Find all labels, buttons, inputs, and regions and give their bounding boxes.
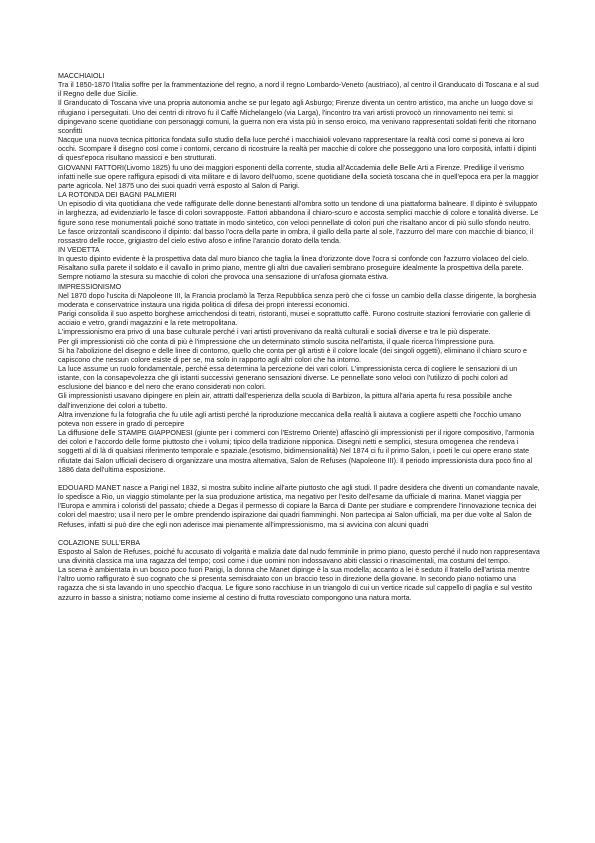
paragraph-spacer bbox=[58, 530, 540, 539]
paragraph: LA ROTONDA DEI BAGNI PALMIERI bbox=[58, 191, 177, 200]
paragraph: Altra invenzione fu la fotografia che fu utile agli artisti perché la riproduzione meccanica della realtà li aiutava a cogliere aspetti che l'occhio umano poteva non essere in grado di percepire bbox=[58, 410, 521, 428]
paragraph: Per gli impressionisti ciò che conta di più è l'impressione che un determinato stimolo suscita nell'artista, il quale ricerca l'impressione pura. bbox=[58, 337, 495, 346]
paragraph: GIOVANNI FATTORI(Livorno 1825) fu uno dei maggiori esponenti della corrente, studia all'Accademia delle Belle Arti a Firenze. Predilige il verismo infatti nelle sue opere raffigura episodi di vita militare e di lavoro dell'uomo, scene quotidiane della società toscana che in quell'epoca era per la maggior parte agricola. Nel 1875 uno dei suoi quadri verrà esposto al Salon di Parigi. bbox=[58, 163, 539, 190]
paragraph: La scena è ambientata in un bosco poco fuori Parigi, la donna che Manet dipinge è la sua modella; accanto a lei è seduto il fratello dell'artista mentre l'altro uomo raffigurato è suo cognato che si presenta semisdraiato con un braccio teso in direzione della giovane. In secondo piano notiamo una ragazza che si sta lavando in uno specchio d'acqua. Le figure sono racchiuse in un triangolo di cui un vertice ricade sul cappello di paglia e sul vestito azzurro in basso a sinistra; notiamo come insieme al cestino di frutta rovesciato compongono una natura morta. bbox=[58, 566, 533, 602]
paragraph: Il Granducato di Toscana vive una propria autonomia anche se pur legato agli Asburgo; Firenze diventa un centro artistico, ma anche un luogo dove si rifugiano i perseguitati. Uno dei centri di ritrovo fu il Caffè Michelangelo (via Larga), l'incontro tra vari artisti provocò un rinnovamento nei temi: si dipingevano scene quotidiane con personaggi comuni, la guerra non era vista più in senso eroico, ma venivano rappresentati soldati feriti che ritornano sconfitti bbox=[58, 99, 537, 135]
paragraph: Parigi consolida il suo aspetto borghese arricchendosi di teatri, ristoranti, musei e soprattutto caffè. Furono costruite stazioni ferroviarie con gallerie di acciaio e vetro, grandi magazzini e la rete metropolitana. bbox=[58, 310, 531, 328]
paragraph: Tra il 1850-1870 l'Italia soffre per la frammentazione del regno, a nord il regno Lombardo-Veneto (austriaco), al centro il Granducato di Toscana e al sud il Regno delle due Sicilie. bbox=[58, 81, 539, 99]
paragraph: In questo dipinto evidente è la prospettiva data dal muro bianco che taglia la linea d'orizzonte dove l'ocra si confonde con l'azzurro violaceo del cielo. Risaltano sulla parete il soldato e il cavallo in primo piano, mentre gli altri due cavalieri sembrano proseguire idealmente la prospettiva della parete. Sempre notiamo la stesura su macchie di colori che provoca una sensazione di un'afosa giornata estiva. bbox=[58, 255, 529, 282]
paragraph: IN VEDETTA bbox=[58, 245, 100, 254]
paragraph: La diffusione delle STAMPE GIAPPONESI (giunte per i commerci con l'Estremo Oriente) affascinò gli impressionisti per il rigore compositivo, l'armonia dei colori e l'accordo delle forme piuttosto che i volumi; tipico della tradizione nipponica. Disegni netti e semplici, stesura omogenea che rendeva i soggetti al di là di qualsiasi riferimento temporale e spaziale.(esotismo, bidimensionalità) Nel 1874 ci fu il primo Salon, i poeti le cui opere erano state rifiutate dai Salon ufficiali decisero di organizzare una mostra alternativa, Salon de Refuses (Napoleone III). Il periodo impressionista dura poco fino al 1886 data dell'ultima esposizione. bbox=[58, 429, 535, 474]
paragraph: Gli impressionisti usavano dipingere en plein air, attratti dall'esperienza della scuola di Barbizon, la pittura all'aria aperta fu resa possibile anche dall'invenzione dei colori a tubetto. bbox=[58, 392, 512, 410]
paragraph: La luce assume un ruolo fondamentale, perché essa determina la percezione dei vari colori. L'impressionista cerca di cogliere le sensazioni di un istante, con la consapevolezza che gli istanti successivi generano sensazioni diverse. Le pennellate sono veloci con l'utilizzo di pochi colori ad esclusione del bianco e del nero che erano considerati non colori. bbox=[58, 365, 518, 392]
paragraph: Un episodio di vita quotidiana che vede raffigurate delle donne benestanti all'ombra sotto un tendone di una piattaforma balneare. Il dipinto è sviluppato in larghezza, ad evidenziarlo le fasce di colori sovrapposte. Fattori abbandona il chiaro-scuro e accosta semplici macchie di colore e tonalità diverse. Le figure sono rese monumentali poiché sono trattate in modo sintetico, con veloci pennellate di colori puri che risaltano ancor di più sullo sfondo neutro. Le fasce orizzontali scandiscono il dipinto: dal basso l'ocra della parte in ombra, il giallo della parte al sole, l'azzurro del mare con macchie di bianco, il rossastro delle rocce, grigiastro del cielo estivo afoso e infine l'arancio dorato della tenda. bbox=[58, 200, 539, 245]
paragraph: L'impressionismo era privo di una base culturale perché i vari artisti provenivano da realtà culturali e sociali diverse e tra le più disperate. bbox=[58, 328, 491, 337]
paragraph: Esposto al Salon de Refuses, poiché fu accusato di volgarità e malizia date dal nudo femminile in primo piano, questo perché il nudo non rappresentava una divinità classica ma una ragazza del tempo; così come i due uomini non indossavano abiti classici o rinascimentali, ma costumi del tempo. bbox=[58, 547, 540, 565]
paragraph: MACCHIAIOLI bbox=[58, 72, 105, 80]
paragraph: IMPRESSIONISMO bbox=[58, 282, 122, 291]
paragraph: Nel 1870 dopo l'uscita di Napoleone III, la Francia proclamò la Terza Repubblica senza però che ci fosse un cambio della classe dirigente, la borghesia moderata e conservatrice instaura una rigida politica di difesa dei propri interessi economici. bbox=[58, 291, 537, 309]
document-body bbox=[58, 72, 540, 603]
paragraph-spacer bbox=[58, 475, 540, 484]
paragraph: EDOUARD MANET nasce a Parigi nel 1832, si mostra subito incline all'arte piuttosto che agli studi. Il padre desidera che diventi un comandante navale, lo spedisce a Rio, un viaggio stimolante per la sua produzione artistica, ma negativo per l'esito dell'esame da ufficiale di marina. Manet viaggia per l'Europa e ammira i coloristi del passato; chiede a Degas il permesso di copiare la Barca di Dante per studiare e comprendere l'innovazione tecnica dei colori del maestro; usa il nero per le ombre prendendo ispirazione dai quadri fiamminghi. Non partecipa ai Salon ufficiali, ma per due volte al Salon de Refuses, infatti si può dire che egli non aderisce mai pienamente all'impressionismo, ma si avvicina con alcuni quadri bbox=[58, 483, 540, 529]
paragraph: Nacque una nuova tecnica pittorica fondata sullo studio della luce perché i macchiaioli volevano rappresentare la realtà così come si poneva ai loro occhi. Scompare il disegno così come i contorni, cercano di ricostruire la realtà per macchie di colore che posseggono una loro corposità, infatti i dipinti di quest'epoca risultano massicci e ben strutturati. bbox=[58, 136, 537, 163]
paragraph: COLAZIONE SULL'ERBA bbox=[58, 538, 141, 547]
paragraph: Si ha l'abolizione del disegno e delle linee di contorno, quello che conta per gli artisti è il colore locale (dei singoli oggetti), eliminano il chiaro scuro e capiscono che nessun colore esiste di per se, ma solo in rapporto agli altri colori che ha intorno. bbox=[58, 346, 527, 364]
